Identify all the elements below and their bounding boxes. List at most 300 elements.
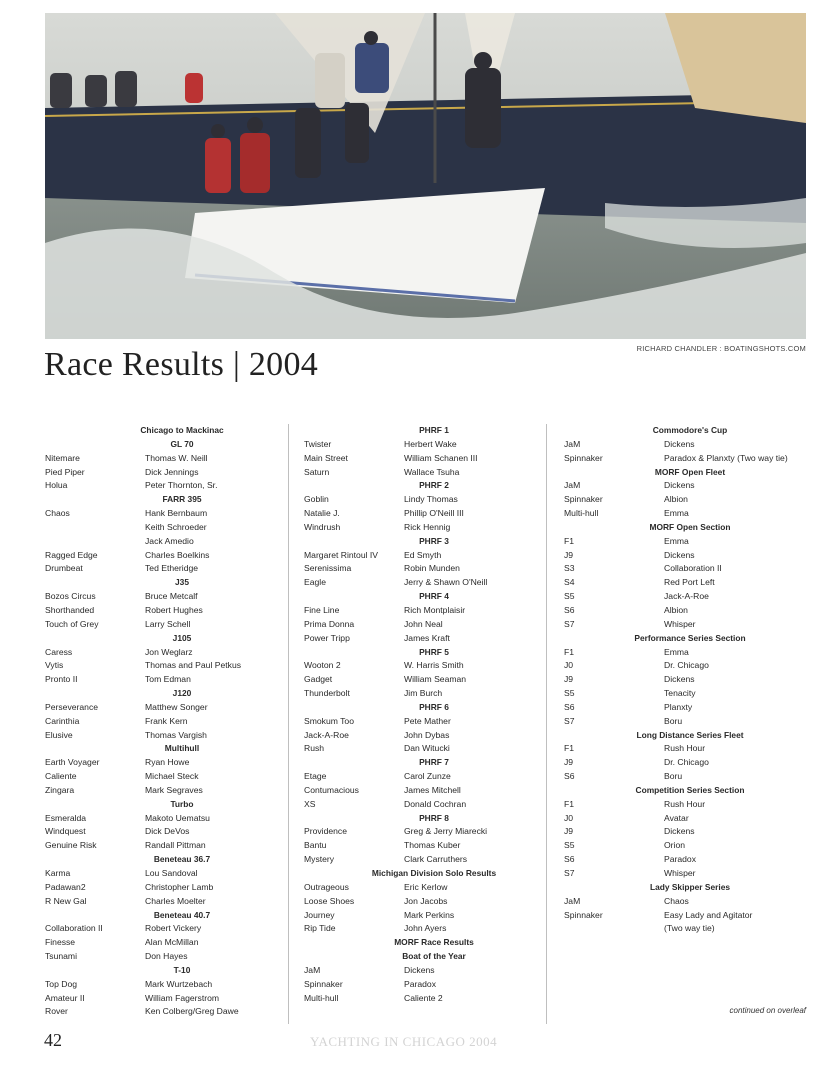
result-row: [564, 895, 806, 909]
result-row: [304, 452, 534, 466]
result-row: [45, 881, 277, 895]
result-row: [304, 659, 534, 673]
boat-name: Rover: [45, 1006, 68, 1017]
section-heading: Turbo: [170, 798, 194, 809]
result-row: [45, 867, 277, 881]
result-row: [564, 604, 806, 618]
owner-name: William Seaman: [404, 674, 467, 685]
result-row: [564, 839, 806, 853]
result-row: [304, 576, 534, 590]
owner-name: Jon Weglarz: [145, 646, 193, 657]
result-row: [304, 978, 534, 992]
result-row: [45, 978, 277, 992]
boat-name: Smokum Too: [304, 715, 354, 726]
owner-name: Mark Perkins: [404, 909, 455, 920]
owner-name: Orion: [664, 840, 686, 851]
result-row: [45, 812, 277, 826]
result-row: [564, 701, 806, 715]
section-heading: PHRF 3: [419, 535, 449, 546]
owner-name: Mark Wurtzebach: [145, 978, 213, 989]
column-divider: [546, 424, 547, 1024]
result-row: [304, 825, 534, 839]
owner-name: Chaos: [664, 895, 689, 906]
owner-name: Planxty: [664, 701, 693, 712]
result-row: [45, 659, 277, 673]
result-row: [45, 770, 277, 784]
owner-name: Tenacity: [664, 688, 696, 699]
result-row: [564, 742, 806, 756]
result-row: [304, 839, 534, 853]
boat-name: Tsunami: [45, 951, 77, 962]
boat-name: J9: [564, 826, 574, 837]
owner-name: Peter Thornton, Sr.: [145, 480, 218, 491]
owner-name: Rush Hour: [664, 798, 706, 809]
section-heading: PHRF 8: [419, 812, 449, 823]
owner-name: Dickens: [664, 674, 695, 685]
owner-name: Jon Jacobs: [404, 895, 448, 906]
owner-name: Dick Jennings: [145, 466, 199, 477]
result-row: [45, 535, 277, 549]
boat-name: S5: [564, 840, 575, 851]
result-row: [304, 909, 534, 923]
result-row: [304, 784, 534, 798]
owner-name: Mark Segraves: [145, 784, 203, 795]
boat-name: Zingara: [45, 784, 75, 795]
boat-name: Ragged Edge: [45, 549, 98, 560]
result-row: [45, 839, 277, 853]
photo-credit: RICHARD CHANDLER : BOATINGSHOTS.COM: [636, 344, 806, 353]
result-row: [564, 549, 806, 563]
boat-name: Genuine Risk: [45, 840, 97, 851]
owner-name: Paradox: [664, 854, 697, 865]
owner-name: James Mitchell: [404, 784, 461, 795]
result-row: [45, 1005, 277, 1019]
result-row: [564, 479, 806, 493]
result-row: [45, 895, 277, 909]
continued-note: continued on overleaf: [729, 1006, 806, 1015]
section-heading: Beneteau 40.7: [153, 909, 211, 920]
result-row: [45, 507, 277, 521]
boat-name: Spinnaker: [564, 494, 603, 505]
section-heading: MORF Open Fleet: [654, 466, 726, 477]
boat-name: Spinnaker: [564, 452, 603, 463]
result-row: [564, 507, 806, 521]
owner-name: Carol Zunze: [404, 771, 451, 782]
owner-name: Ed Smyth: [404, 549, 442, 560]
boat-name: Serenissima: [304, 563, 352, 574]
result-row: [304, 438, 534, 452]
section-heading: J120: [172, 688, 192, 699]
boat-name: Caliente: [45, 771, 77, 782]
owner-name: Robin Munden: [404, 563, 460, 574]
owner-name: Randall Pittman: [145, 840, 206, 851]
result-row: [304, 881, 534, 895]
section-heading: MORF Race Results: [394, 937, 474, 948]
section-heading: PHRF 1: [419, 425, 449, 435]
boat-name: Thunderbolt: [304, 688, 350, 699]
boat-name: Windquest: [45, 826, 86, 837]
section-heading: Lady Skipper Series: [649, 881, 731, 892]
owner-name: Dr. Chicago: [664, 660, 709, 671]
owner-name: Thomas W. Neill: [145, 452, 208, 463]
results-column-2: [304, 424, 534, 1005]
owner-name: Dickens: [664, 549, 695, 560]
owner-name: Greg & Jerry Miarecki: [404, 826, 488, 837]
owner-name: Jack-A-Roe: [664, 591, 709, 602]
section-heading: Performance Series Section: [634, 632, 746, 643]
owner-name: Jack Amedio: [145, 535, 194, 546]
result-row: [304, 493, 534, 507]
boat-name: JaM: [304, 964, 321, 975]
boat-name: Main Street: [304, 452, 348, 463]
boat-name: Windrush: [304, 521, 341, 532]
owner-name: Donald Cochran: [404, 798, 467, 809]
boat-name: F1: [564, 535, 575, 546]
owner-name: Charles Boelkins: [145, 549, 210, 560]
owner-name: Makoto Uematsu: [145, 812, 210, 823]
owner-name: Emma: [664, 535, 689, 546]
page-title: Race Results | 2004: [44, 346, 319, 383]
boat-name: [564, 922, 664, 936]
boat-name: Natalie J.: [304, 508, 340, 519]
owner-name: Dickens: [664, 826, 695, 837]
owner-name: Dr. Chicago: [664, 757, 709, 768]
boat-name: J9: [564, 549, 574, 560]
boat-name: Bantu: [304, 840, 327, 851]
result-row: [304, 673, 534, 687]
section-heading: MORF Open Section: [649, 521, 731, 532]
boat-name: Pronto II: [45, 674, 78, 685]
section-heading: PHRF 7: [419, 757, 449, 768]
owner-name: Lindy Thomas: [404, 494, 458, 505]
result-row: [45, 825, 277, 839]
result-row: [564, 562, 806, 576]
section-heading: Multihull: [164, 743, 200, 754]
boat-name: J0: [564, 660, 574, 671]
result-row: [304, 562, 534, 576]
boat-name: JaM: [564, 438, 581, 449]
boat-name: [45, 521, 145, 535]
result-row: [45, 646, 277, 660]
owner-name: John Neal: [404, 618, 443, 629]
result-row: [564, 756, 806, 770]
owner-name: Matthew Songer: [145, 701, 208, 712]
boat-name: Top Dog: [45, 978, 78, 989]
owner-name: John Ayers: [404, 923, 447, 934]
owner-name: Whisper: [664, 618, 696, 629]
owner-name: Dickens: [404, 964, 435, 975]
result-row: [304, 964, 534, 978]
boat-name: S5: [564, 688, 575, 699]
boat-name: Loose Shoes: [304, 895, 355, 906]
boat-name: XS: [304, 798, 316, 809]
result-row: [45, 673, 277, 687]
owner-name: Jim Burch: [404, 688, 443, 699]
result-row: [564, 576, 806, 590]
section-heading: Chicago to Mackinac: [140, 425, 224, 435]
owner-name: Hank Bernbaum: [145, 508, 208, 519]
boat-name: S6: [564, 701, 575, 712]
boat-name: Spinnaker: [564, 909, 603, 920]
owner-name: Alan McMillan: [145, 937, 199, 948]
owner-name: Robert Hughes: [145, 604, 203, 615]
result-row: [45, 562, 277, 576]
boat-name: Spinnaker: [304, 978, 343, 989]
section-heading: FARR 395: [162, 494, 202, 505]
result-row: [304, 507, 534, 521]
owner-name: Dickens: [664, 480, 695, 491]
owner-name: Herbert Wake: [404, 438, 457, 449]
owner-name: William Schanen III: [404, 452, 478, 463]
owner-name: Charles Moelter: [145, 895, 206, 906]
sailboat-photo: [45, 13, 806, 339]
boat-name: S6: [564, 771, 575, 782]
section-heading: Long Distance Series Fleet: [636, 729, 744, 740]
owner-name: Larry Schell: [145, 618, 191, 629]
owner-name: Emma: [664, 646, 689, 657]
result-row: [564, 590, 806, 604]
boat-name: JaM: [564, 480, 581, 491]
section-heading: Michigan Division Solo Results: [371, 868, 497, 878]
results-column-3: [564, 424, 806, 936]
boat-name: F1: [564, 743, 575, 754]
section-heading: Commodore's Cup: [652, 425, 728, 435]
owner-name: Dick DeVos: [145, 826, 190, 837]
section-heading: PHRF 4: [419, 591, 449, 602]
owner-name: Collaboration II: [664, 563, 722, 574]
boat-name: J9: [564, 757, 574, 768]
boat-name: Outrageous: [304, 881, 349, 892]
boat-name: Contumacious: [304, 784, 359, 795]
section-heading: PHRF 2: [419, 480, 449, 491]
boat-name: Bozos Circus: [45, 591, 96, 602]
boat-name: S7: [564, 715, 575, 726]
result-row: [45, 466, 277, 480]
boat-name: Providence: [304, 826, 347, 837]
owner-name: Jerry & Shawn O'Neill: [404, 577, 488, 588]
owner-name: Boru: [664, 771, 683, 782]
result-row: [304, 549, 534, 563]
owner-name: Michael Steck: [145, 771, 199, 782]
owner-name: Wallace Tsuha: [404, 466, 460, 477]
owner-name: Bruce Metcalf: [145, 591, 198, 602]
boat-name: Nitemare: [45, 452, 80, 463]
boat-name: Pied Piper: [45, 466, 85, 477]
result-row: [564, 535, 806, 549]
boat-name: Chaos: [45, 508, 70, 519]
section-heading: J35: [175, 577, 189, 588]
result-row: [45, 618, 277, 632]
owner-name: Paradox & Planxty (Two way tie): [664, 452, 788, 463]
owner-name: Paradox: [404, 978, 437, 989]
result-row: [45, 784, 277, 798]
owner-name: Don Hayes: [145, 951, 188, 962]
results-column-1: [45, 424, 277, 1019]
result-row: [304, 742, 534, 756]
owner-name: Dan Witucki: [404, 743, 450, 754]
owner-name: Ryan Howe: [145, 757, 190, 768]
boat-name: Saturn: [304, 466, 330, 477]
owner-name: Thomas and Paul Petkus: [145, 660, 242, 671]
owner-name: Emma: [664, 508, 689, 519]
boat-name: Elusive: [45, 729, 73, 740]
boat-name: S6: [564, 854, 575, 865]
owner-name: Dickens: [664, 438, 695, 449]
boat-name: [45, 535, 145, 549]
owner-name: Red Port Left: [664, 577, 715, 588]
section-heading: Boat of the Year: [402, 951, 466, 962]
result-row: [564, 715, 806, 729]
result-row: [564, 922, 806, 936]
result-row: [45, 590, 277, 604]
magazine-footer: YACHTING IN CHICAGO 2004: [310, 1034, 498, 1049]
owner-name: Keith Schroeder: [145, 521, 207, 532]
result-row: [304, 521, 534, 535]
result-row: [564, 770, 806, 784]
result-row: [304, 922, 534, 936]
owner-name: Rich Montplaisir: [404, 604, 466, 615]
owner-name: Avatar: [664, 812, 689, 823]
result-row: [45, 950, 277, 964]
result-row: [304, 632, 534, 646]
result-row: [45, 452, 277, 466]
owner-name: (Two way tie): [664, 923, 715, 934]
owner-name: W. Harris Smith: [404, 660, 464, 671]
result-row: [564, 673, 806, 687]
result-row: [564, 867, 806, 881]
owner-name: John Dybas: [404, 729, 450, 740]
section-heading: PHRF 5: [419, 646, 449, 657]
boat-name: Shorthanded: [45, 604, 95, 615]
result-row: [304, 715, 534, 729]
result-row: [45, 521, 277, 535]
section-heading: Beneteau 36.7: [153, 854, 211, 865]
owner-name: Ted Etheridge: [145, 563, 199, 574]
owner-name: Frank Kern: [145, 715, 188, 726]
boat-name: Gadget: [304, 674, 333, 685]
owner-name: William Fagerstrom: [145, 992, 220, 1003]
boat-name: Wooton 2: [304, 660, 341, 671]
boat-name: S3: [564, 563, 575, 574]
result-row: [304, 798, 534, 812]
boat-name: J0: [564, 812, 574, 823]
boat-name: Mystery: [304, 854, 335, 865]
boat-name: Holua: [45, 480, 68, 491]
result-row: [564, 659, 806, 673]
boat-name: Prima Donna: [304, 618, 355, 629]
boat-name: Perseverance: [45, 701, 99, 712]
boat-name: Touch of Grey: [45, 618, 99, 629]
result-row: [304, 853, 534, 867]
boat-name: Drumbeat: [45, 563, 83, 574]
section-heading: T-10: [173, 964, 191, 975]
boat-name: F1: [564, 646, 575, 657]
column-divider: [288, 424, 289, 1024]
result-row: [564, 646, 806, 660]
owner-name: Eric Kerlow: [404, 881, 448, 892]
boat-name: Fine Line: [304, 604, 340, 615]
boat-name: Karma: [45, 868, 71, 878]
result-row: [564, 825, 806, 839]
result-row: [564, 798, 806, 812]
result-row: [45, 604, 277, 618]
result-row: [304, 466, 534, 480]
section-heading: PHRF 6: [419, 701, 449, 712]
section-heading: GL 70: [170, 438, 194, 449]
boat-name: S7: [564, 618, 575, 629]
boat-name: Collaboration II: [45, 923, 103, 934]
boat-name: F1: [564, 798, 575, 809]
boat-name: S6: [564, 604, 575, 615]
owner-name: Lou Sandoval: [145, 868, 198, 878]
boat-name: Earth Voyager: [45, 757, 100, 768]
boat-name: Eagle: [304, 577, 326, 588]
boat-name: Multi-hull: [564, 508, 599, 519]
boat-name: S7: [564, 868, 575, 878]
boat-name: Carinthia: [45, 715, 80, 726]
boat-name: Jack-A-Roe: [304, 729, 349, 740]
result-row: [45, 756, 277, 770]
result-row: [564, 853, 806, 867]
owner-name: Christopher Lamb: [145, 881, 214, 892]
boat-name: Journey: [304, 909, 335, 920]
boat-name: JaM: [564, 895, 581, 906]
owner-name: Thomas Vargish: [145, 729, 207, 740]
result-row: [304, 895, 534, 909]
boat-name: Finesse: [45, 937, 76, 948]
boat-name: J9: [564, 674, 574, 685]
owner-name: Albion: [664, 604, 688, 615]
owner-name: Tom Edman: [145, 674, 191, 685]
owner-name: Albion: [664, 494, 688, 505]
owner-name: Pete Mather: [404, 715, 451, 726]
boat-name: Margaret Rintoul IV: [304, 549, 379, 560]
result-row: [45, 936, 277, 950]
boat-name: Rip Tide: [304, 923, 336, 934]
result-row: [45, 701, 277, 715]
boat-name: Power Tripp: [304, 632, 350, 643]
result-row: [304, 687, 534, 701]
result-row: [564, 909, 806, 923]
result-row: [564, 618, 806, 632]
boat-name: Rush: [304, 743, 325, 754]
result-row: [304, 618, 534, 632]
result-row: [45, 715, 277, 729]
owner-name: Thomas Kuber: [404, 840, 461, 851]
result-row: [564, 812, 806, 826]
result-row: [564, 452, 806, 466]
boat-name: R New Gal: [45, 895, 87, 906]
owner-name: Clark Carruthers: [404, 854, 468, 865]
owner-name: Caliente 2: [404, 992, 443, 1003]
boat-name: Vytis: [45, 660, 64, 671]
boat-name: Multi-hull: [304, 992, 339, 1003]
owner-name: Robert Vickery: [145, 923, 202, 934]
result-row: [304, 604, 534, 618]
result-row: [45, 729, 277, 743]
boat-name: S5: [564, 591, 575, 602]
boat-name: Padawan2: [45, 881, 86, 892]
boat-name: Goblin: [304, 494, 329, 505]
boat-name: Esmeralda: [45, 812, 87, 823]
result-row: [564, 493, 806, 507]
result-row: [304, 992, 534, 1006]
result-row: [304, 729, 534, 743]
boat-name: Twister: [304, 438, 332, 449]
result-row: [564, 438, 806, 452]
owner-name: Rush Hour: [664, 743, 706, 754]
boat-name: Caress: [45, 646, 73, 657]
